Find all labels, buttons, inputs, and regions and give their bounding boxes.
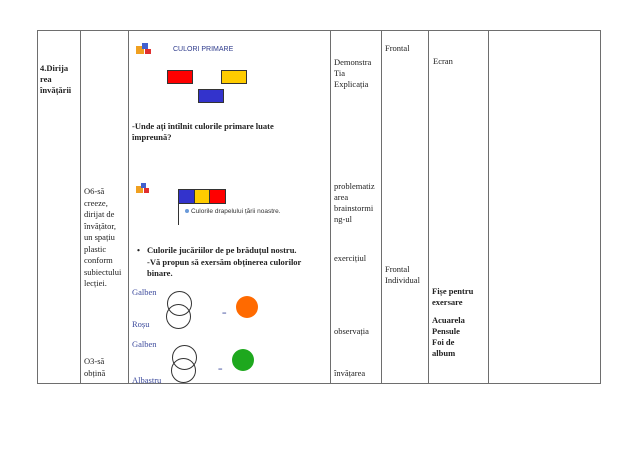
red-swatch (167, 70, 193, 84)
stage-title: 4.Dirija rea învățării (40, 63, 72, 95)
question-text: -Unde ați întîlnit culorile primare luate împreună? (132, 121, 274, 142)
column-divider (381, 30, 382, 384)
column-divider (488, 30, 489, 384)
icon-square-red (145, 49, 151, 54)
equals-sign-1: = (222, 309, 227, 318)
resource-worksheets: Fișe pentru exersare (432, 286, 474, 307)
flag-icon (136, 183, 150, 193)
column-divider (128, 30, 129, 384)
flag-icon-red (144, 188, 149, 193)
mix-circle-bottom (166, 304, 191, 329)
mix-circle-bottom-2 (171, 358, 196, 383)
methods-demonstration: Demonstra Tia Explicația (334, 57, 372, 89)
flag-stripe-red (210, 190, 225, 203)
green-result-circle (232, 349, 254, 371)
equals-sign-2: = (218, 365, 223, 374)
flag-stripe-yellow (195, 190, 211, 203)
label-galben-1: Galben (132, 287, 157, 297)
column-divider (428, 30, 429, 384)
methods-learning: învățarea (334, 368, 366, 378)
methods-problem-brainstorming: problematiz area brainstormi ng-ul (334, 181, 375, 224)
tricolor-flag (178, 189, 226, 204)
blue-swatch (198, 89, 224, 103)
column-divider (330, 30, 331, 384)
resource-materials: Acuarela Pensule Foi de album (432, 315, 465, 358)
objective-o6: O6-să creeze, dirijat de învățător, un spațiu plastic conform subiectului lecției. (84, 186, 122, 288)
caption-dot (185, 209, 189, 213)
primary-colors-icon (136, 43, 152, 55)
resource-screen: Ecran (433, 56, 453, 66)
orange-result-circle (236, 296, 258, 318)
label-galben-2: Galben (132, 339, 157, 349)
methods-exercise: exercițiul (334, 253, 367, 263)
flag-pole (178, 203, 179, 225)
methods-observation: observația (334, 326, 369, 336)
objective-o3: O3-să obțină (84, 356, 106, 378)
table-frame (37, 30, 601, 384)
toys-bullet: • Culorile jucăriilor de pe brăduțul nostru. (147, 245, 297, 256)
label-albastru: Albastru (132, 375, 162, 385)
yellow-swatch (221, 70, 247, 84)
label-rosu: Roșu (132, 319, 150, 329)
form-frontal-individual: Frontal Individual (385, 264, 420, 285)
column-divider (80, 30, 81, 384)
exercise-prompt: -Vă propun să exersăm obținerea culorilor binare. (147, 257, 302, 278)
form-frontal: Frontal (385, 43, 410, 53)
primary-colors-title: CULORI PRIMARE (173, 46, 234, 53)
flag-stripe-blue (179, 190, 195, 203)
flag-caption: Culorile drapelului țării noastre. (191, 208, 281, 215)
